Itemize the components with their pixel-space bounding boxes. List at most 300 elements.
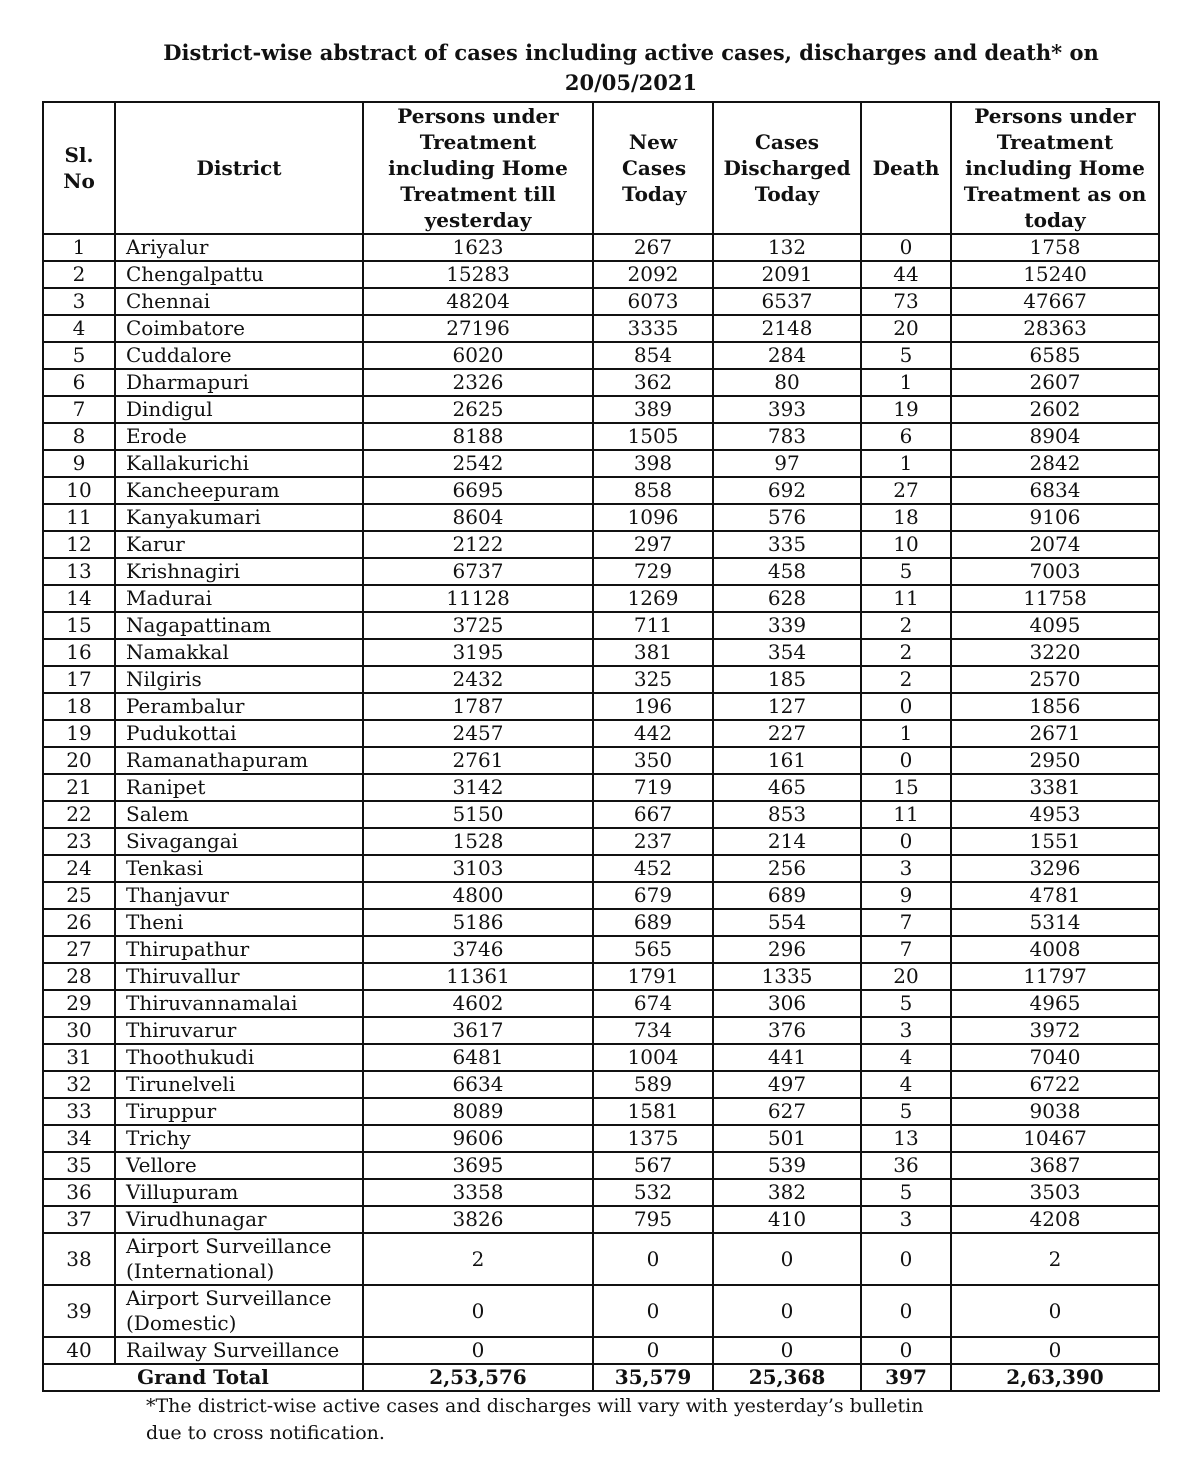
discharged-cell: 689 <box>713 882 861 909</box>
new-cases-cell: 325 <box>593 666 713 693</box>
new-cases-cell: 267 <box>593 234 713 261</box>
sl-no-cell: 6 <box>43 369 115 396</box>
yesterday-cell: 3725 <box>363 612 593 639</box>
table-row <box>43 1152 1159 1179</box>
yesterday-cell: 11361 <box>363 963 593 990</box>
discharged-cell: 127 <box>713 693 861 720</box>
new-cases-cell: 667 <box>593 801 713 828</box>
discharged-cell: 227 <box>713 720 861 747</box>
district-cell: Nagapattinam <box>115 612 363 639</box>
district-cell: Karur <box>115 531 363 558</box>
total-discharged: 25,368 <box>713 1364 861 1391</box>
discharged-cell: 0 <box>713 1337 861 1364</box>
sl-no-cell: 7 <box>43 396 115 423</box>
new-cases-cell: 0 <box>593 1285 713 1337</box>
district-cell: Ariyalur <box>115 234 363 261</box>
yesterday-cell: 3695 <box>363 1152 593 1179</box>
death-cell: 3 <box>861 1206 951 1233</box>
title-date: 20/05/2021 <box>564 70 698 95</box>
discharged-cell: 539 <box>713 1152 861 1179</box>
death-cell: 0 <box>861 1285 951 1337</box>
today-cell: 5314 <box>951 909 1159 936</box>
table-row <box>43 342 1159 369</box>
table-row <box>43 504 1159 531</box>
sl-no-cell: 38 <box>43 1233 115 1285</box>
district-cell: Kancheepuram <box>115 477 363 504</box>
yesterday-cell: 11128 <box>363 585 593 612</box>
death-cell: 5 <box>861 1179 951 1206</box>
discharged-cell: 335 <box>713 531 861 558</box>
yesterday-cell: 6481 <box>363 1044 593 1071</box>
death-cell: 5 <box>861 1098 951 1125</box>
today-cell: 2671 <box>951 720 1159 747</box>
today-cell: 7003 <box>951 558 1159 585</box>
yesterday-cell: 1528 <box>363 828 593 855</box>
new-cases-cell: 679 <box>593 882 713 909</box>
death-cell: 2 <box>861 666 951 693</box>
discharged-cell: 692 <box>713 477 861 504</box>
sl-no-cell: 21 <box>43 774 115 801</box>
new-cases-cell: 297 <box>593 531 713 558</box>
discharged-cell: 354 <box>713 639 861 666</box>
new-cases-cell: 0 <box>593 1337 713 1364</box>
district-cell: Tirunelveli <box>115 1071 363 1098</box>
district-cell: Thirupathur <box>115 936 363 963</box>
header-yesterday: Persons under Treatment including Home Treatment till yesterday <box>363 102 593 234</box>
new-cases-cell: 711 <box>593 612 713 639</box>
table-row <box>43 315 1159 342</box>
death-cell: 18 <box>861 504 951 531</box>
death-cell: 2 <box>861 612 951 639</box>
sl-no-cell: 22 <box>43 801 115 828</box>
yesterday-cell: 2326 <box>363 369 593 396</box>
death-cell: 13 <box>861 1125 951 1152</box>
today-cell: 1856 <box>951 693 1159 720</box>
yesterday-cell: 2542 <box>363 450 593 477</box>
death-cell: 0 <box>861 1337 951 1364</box>
death-cell: 0 <box>861 1233 951 1285</box>
death-cell: 3 <box>861 855 951 882</box>
district-cell: Namakkal <box>115 639 363 666</box>
discharged-cell: 0 <box>713 1285 861 1337</box>
today-cell: 2570 <box>951 666 1159 693</box>
today-cell: 1758 <box>951 234 1159 261</box>
discharged-cell: 80 <box>713 369 861 396</box>
death-cell: 10 <box>861 531 951 558</box>
district-cases-table <box>42 101 1160 1392</box>
today-cell: 3503 <box>951 1179 1159 1206</box>
today-cell: 47667 <box>951 288 1159 315</box>
discharged-cell: 410 <box>713 1206 861 1233</box>
header-new-cases: New Cases Today <box>593 102 713 234</box>
district-cell: Chennai <box>115 288 363 315</box>
district-cell: Villupuram <box>115 1179 363 1206</box>
today-cell: 4208 <box>951 1206 1159 1233</box>
district-cell: Krishnagiri <box>115 558 363 585</box>
sl-no-cell: 3 <box>43 288 115 315</box>
table-row <box>43 450 1159 477</box>
header-row <box>43 102 1159 234</box>
new-cases-cell: 565 <box>593 936 713 963</box>
today-cell: 2950 <box>951 747 1159 774</box>
sl-no-cell: 23 <box>43 828 115 855</box>
table-row <box>43 1098 1159 1125</box>
new-cases-cell: 0 <box>593 1233 713 1285</box>
death-cell: 4 <box>861 1071 951 1098</box>
yesterday-cell: 8188 <box>363 423 593 450</box>
table-row <box>43 747 1159 774</box>
today-cell: 7040 <box>951 1044 1159 1071</box>
discharged-cell: 441 <box>713 1044 861 1071</box>
yesterday-cell: 0 <box>363 1285 593 1337</box>
new-cases-cell: 674 <box>593 990 713 1017</box>
district-cell: Dharmapuri <box>115 369 363 396</box>
new-cases-cell: 532 <box>593 1179 713 1206</box>
today-cell: 4953 <box>951 801 1159 828</box>
table-row <box>43 828 1159 855</box>
district-cell: Chengalpattu <box>115 261 363 288</box>
today-cell: 4781 <box>951 882 1159 909</box>
discharged-cell: 284 <box>713 342 861 369</box>
today-cell: 3972 <box>951 1017 1159 1044</box>
table-row <box>43 612 1159 639</box>
death-cell: 73 <box>861 288 951 315</box>
yesterday-cell: 4602 <box>363 990 593 1017</box>
today-cell: 2602 <box>951 396 1159 423</box>
footnote-line-1: *The district-wise active cases and discharges will vary with yesterday’s bulletin <box>146 1395 924 1417</box>
table-row <box>43 909 1159 936</box>
today-cell: 4008 <box>951 936 1159 963</box>
yesterday-cell: 4800 <box>363 882 593 909</box>
yesterday-cell: 2457 <box>363 720 593 747</box>
table-row <box>43 1071 1159 1098</box>
district-cell: Erode <box>115 423 363 450</box>
table-row <box>43 369 1159 396</box>
today-cell: 3381 <box>951 774 1159 801</box>
sl-no-cell: 40 <box>43 1337 115 1364</box>
table-row <box>43 261 1159 288</box>
discharged-cell: 576 <box>713 504 861 531</box>
footnote <box>146 1393 1046 1447</box>
new-cases-cell: 237 <box>593 828 713 855</box>
today-cell: 8904 <box>951 423 1159 450</box>
today-cell: 28363 <box>951 315 1159 342</box>
yesterday-cell: 5150 <box>363 801 593 828</box>
new-cases-cell: 442 <box>593 720 713 747</box>
yesterday-cell: 27196 <box>363 315 593 342</box>
today-cell: 6585 <box>951 342 1159 369</box>
today-cell: 11758 <box>951 585 1159 612</box>
district-cell: Tiruppur <box>115 1098 363 1125</box>
yesterday-cell: 6695 <box>363 477 593 504</box>
table-row <box>43 990 1159 1017</box>
yesterday-cell: 9606 <box>363 1125 593 1152</box>
discharged-cell: 853 <box>713 801 861 828</box>
today-cell: 15240 <box>951 261 1159 288</box>
district-cell: Salem <box>115 801 363 828</box>
death-cell: 0 <box>861 234 951 261</box>
yesterday-cell: 3358 <box>363 1179 593 1206</box>
new-cases-cell: 1791 <box>593 963 713 990</box>
table-row <box>43 639 1159 666</box>
sl-no-cell: 13 <box>43 558 115 585</box>
yesterday-cell: 3195 <box>363 639 593 666</box>
death-cell: 44 <box>861 261 951 288</box>
today-cell: 11797 <box>951 963 1159 990</box>
district-cell: Ranipet <box>115 774 363 801</box>
discharged-cell: 214 <box>713 828 861 855</box>
new-cases-cell: 6073 <box>593 288 713 315</box>
district-cell: Airport Surveillance (Domestic) <box>115 1285 363 1337</box>
total-new-cases: 35,579 <box>593 1364 713 1391</box>
sl-no-cell: 29 <box>43 990 115 1017</box>
table-row <box>43 1044 1159 1071</box>
sl-no-cell: 17 <box>43 666 115 693</box>
header-today: Persons under Treatment including Home Treatment as on today <box>951 102 1159 234</box>
discharged-cell: 97 <box>713 450 861 477</box>
yesterday-cell: 3826 <box>363 1206 593 1233</box>
yesterday-cell: 3142 <box>363 774 593 801</box>
header-discharged: Cases Discharged Today <box>713 102 861 234</box>
death-cell: 5 <box>861 558 951 585</box>
table-row <box>43 585 1159 612</box>
yesterday-cell: 1623 <box>363 234 593 261</box>
death-cell: 6 <box>861 423 951 450</box>
new-cases-cell: 1581 <box>593 1098 713 1125</box>
new-cases-cell: 1375 <box>593 1125 713 1152</box>
district-cell: Kanyakumari <box>115 504 363 531</box>
new-cases-cell: 854 <box>593 342 713 369</box>
table-row <box>43 531 1159 558</box>
death-cell: 15 <box>861 774 951 801</box>
new-cases-cell: 1269 <box>593 585 713 612</box>
new-cases-cell: 1096 <box>593 504 713 531</box>
district-cell: Railway Surveillance <box>115 1337 363 1364</box>
today-cell: 4095 <box>951 612 1159 639</box>
table-row <box>43 1337 1159 1364</box>
district-cell: Perambalur <box>115 693 363 720</box>
new-cases-cell: 362 <box>593 369 713 396</box>
new-cases-cell: 795 <box>593 1206 713 1233</box>
death-cell: 2 <box>861 639 951 666</box>
discharged-cell: 296 <box>713 936 861 963</box>
today-cell: 9106 <box>951 504 1159 531</box>
sl-no-cell: 8 <box>43 423 115 450</box>
district-cell: Madurai <box>115 585 363 612</box>
death-cell: 3 <box>861 1017 951 1044</box>
discharged-cell: 501 <box>713 1125 861 1152</box>
yesterday-cell: 2625 <box>363 396 593 423</box>
yesterday-cell: 2432 <box>363 666 593 693</box>
yesterday-cell: 15283 <box>363 261 593 288</box>
sl-no-cell: 27 <box>43 936 115 963</box>
sl-no-cell: 2 <box>43 261 115 288</box>
death-cell: 9 <box>861 882 951 909</box>
today-cell: 2607 <box>951 369 1159 396</box>
death-cell: 20 <box>861 963 951 990</box>
discharged-cell: 627 <box>713 1098 861 1125</box>
new-cases-cell: 729 <box>593 558 713 585</box>
today-cell: 6722 <box>951 1071 1159 1098</box>
sl-no-cell: 14 <box>43 585 115 612</box>
discharged-cell: 339 <box>713 612 861 639</box>
discharged-cell: 0 <box>713 1233 861 1285</box>
new-cases-cell: 589 <box>593 1071 713 1098</box>
discharged-cell: 132 <box>713 234 861 261</box>
total-death: 397 <box>861 1364 951 1391</box>
discharged-cell: 376 <box>713 1017 861 1044</box>
new-cases-cell: 350 <box>593 747 713 774</box>
table-row <box>43 1017 1159 1044</box>
yesterday-cell: 1787 <box>363 693 593 720</box>
new-cases-cell: 398 <box>593 450 713 477</box>
table-row <box>43 1206 1159 1233</box>
yesterday-cell: 5186 <box>363 909 593 936</box>
district-cell: Thanjavur <box>115 882 363 909</box>
district-cell: Thiruvarur <box>115 1017 363 1044</box>
yesterday-cell: 0 <box>363 1337 593 1364</box>
district-cell: Thoothukudi <box>115 1044 363 1071</box>
discharged-cell: 2148 <box>713 315 861 342</box>
grand-total-row <box>43 1364 1159 1391</box>
new-cases-cell: 2092 <box>593 261 713 288</box>
table-row <box>43 1233 1159 1285</box>
yesterday-cell: 3746 <box>363 936 593 963</box>
sl-no-cell: 36 <box>43 1179 115 1206</box>
district-cell: Thiruvallur <box>115 963 363 990</box>
today-cell: 3687 <box>951 1152 1159 1179</box>
district-cell: Coimbatore <box>115 315 363 342</box>
sl-no-cell: 32 <box>43 1071 115 1098</box>
yesterday-cell: 6737 <box>363 558 593 585</box>
yesterday-cell: 48204 <box>363 288 593 315</box>
district-cell: Kallakurichi <box>115 450 363 477</box>
discharged-cell: 256 <box>713 855 861 882</box>
sl-no-cell: 12 <box>43 531 115 558</box>
today-cell: 10467 <box>951 1125 1159 1152</box>
yesterday-cell: 8089 <box>363 1098 593 1125</box>
discharged-cell: 382 <box>713 1179 861 1206</box>
sl-no-cell: 30 <box>43 1017 115 1044</box>
death-cell: 19 <box>861 396 951 423</box>
district-cell: Tenkasi <box>115 855 363 882</box>
sl-no-cell: 19 <box>43 720 115 747</box>
discharged-cell: 2091 <box>713 261 861 288</box>
total-today: 2,63,390 <box>951 1364 1159 1391</box>
new-cases-cell: 389 <box>593 396 713 423</box>
sl-no-cell: 35 <box>43 1152 115 1179</box>
sl-no-cell: 37 <box>43 1206 115 1233</box>
discharged-cell: 393 <box>713 396 861 423</box>
table-row <box>43 477 1159 504</box>
title-line-1: District-wise abstract of cases including active cases, discharges and death* on <box>163 40 1099 65</box>
sl-no-cell: 1 <box>43 234 115 261</box>
today-cell: 0 <box>951 1337 1159 1364</box>
grand-total-label: Grand Total <box>43 1364 363 1391</box>
new-cases-cell: 719 <box>593 774 713 801</box>
new-cases-cell: 381 <box>593 639 713 666</box>
district-cell: Thiruvannamalai <box>115 990 363 1017</box>
death-cell: 7 <box>861 909 951 936</box>
table-row <box>43 234 1159 261</box>
yesterday-cell: 3617 <box>363 1017 593 1044</box>
new-cases-cell: 734 <box>593 1017 713 1044</box>
district-cell: Pudukottai <box>115 720 363 747</box>
sl-no-cell: 39 <box>43 1285 115 1337</box>
document-title <box>0 38 1200 98</box>
death-cell: 0 <box>861 693 951 720</box>
new-cases-cell: 1505 <box>593 423 713 450</box>
table-row <box>43 423 1159 450</box>
discharged-cell: 783 <box>713 423 861 450</box>
new-cases-cell: 1004 <box>593 1044 713 1071</box>
death-cell: 7 <box>861 936 951 963</box>
sl-no-cell: 34 <box>43 1125 115 1152</box>
death-cell: 1 <box>861 450 951 477</box>
today-cell: 1551 <box>951 828 1159 855</box>
district-cell: Ramanathapuram <box>115 747 363 774</box>
sl-no-cell: 25 <box>43 882 115 909</box>
table-row <box>43 936 1159 963</box>
sl-no-cell: 18 <box>43 693 115 720</box>
table-row <box>43 1125 1159 1152</box>
today-cell: 3220 <box>951 639 1159 666</box>
discharged-cell: 306 <box>713 990 861 1017</box>
district-cell: Dindigul <box>115 396 363 423</box>
discharged-cell: 465 <box>713 774 861 801</box>
death-cell: 4 <box>861 1044 951 1071</box>
sl-no-cell: 15 <box>43 612 115 639</box>
sl-no-cell: 4 <box>43 315 115 342</box>
table-row <box>43 963 1159 990</box>
new-cases-cell: 452 <box>593 855 713 882</box>
discharged-cell: 6537 <box>713 288 861 315</box>
discharged-cell: 628 <box>713 585 861 612</box>
district-cell: Theni <box>115 909 363 936</box>
district-cell: Sivagangai <box>115 828 363 855</box>
sl-no-cell: 10 <box>43 477 115 504</box>
table-row <box>43 396 1159 423</box>
today-cell: 2 <box>951 1233 1159 1285</box>
table-row <box>43 693 1159 720</box>
table-row <box>43 666 1159 693</box>
footnote-line-2: due to cross notification. <box>146 1422 385 1444</box>
sl-no-cell: 33 <box>43 1098 115 1125</box>
today-cell: 3296 <box>951 855 1159 882</box>
district-cell: Nilgiris <box>115 666 363 693</box>
table-row <box>43 1179 1159 1206</box>
table-row <box>43 288 1159 315</box>
yesterday-cell: 6020 <box>363 342 593 369</box>
yesterday-cell: 3103 <box>363 855 593 882</box>
district-cell: Airport Surveillance (International) <box>115 1233 363 1285</box>
sl-no-cell: 5 <box>43 342 115 369</box>
death-cell: 20 <box>861 315 951 342</box>
death-cell: 1 <box>861 720 951 747</box>
discharged-cell: 497 <box>713 1071 861 1098</box>
table-row <box>43 720 1159 747</box>
discharged-cell: 185 <box>713 666 861 693</box>
sl-no-cell: 26 <box>43 909 115 936</box>
table-row <box>43 558 1159 585</box>
table-row <box>43 1285 1159 1337</box>
header-sl-no: Sl. No <box>43 102 115 234</box>
sl-no-cell: 20 <box>43 747 115 774</box>
district-cell: Vellore <box>115 1152 363 1179</box>
total-yesterday: 2,53,576 <box>363 1364 593 1391</box>
table-row <box>43 882 1159 909</box>
new-cases-cell: 689 <box>593 909 713 936</box>
